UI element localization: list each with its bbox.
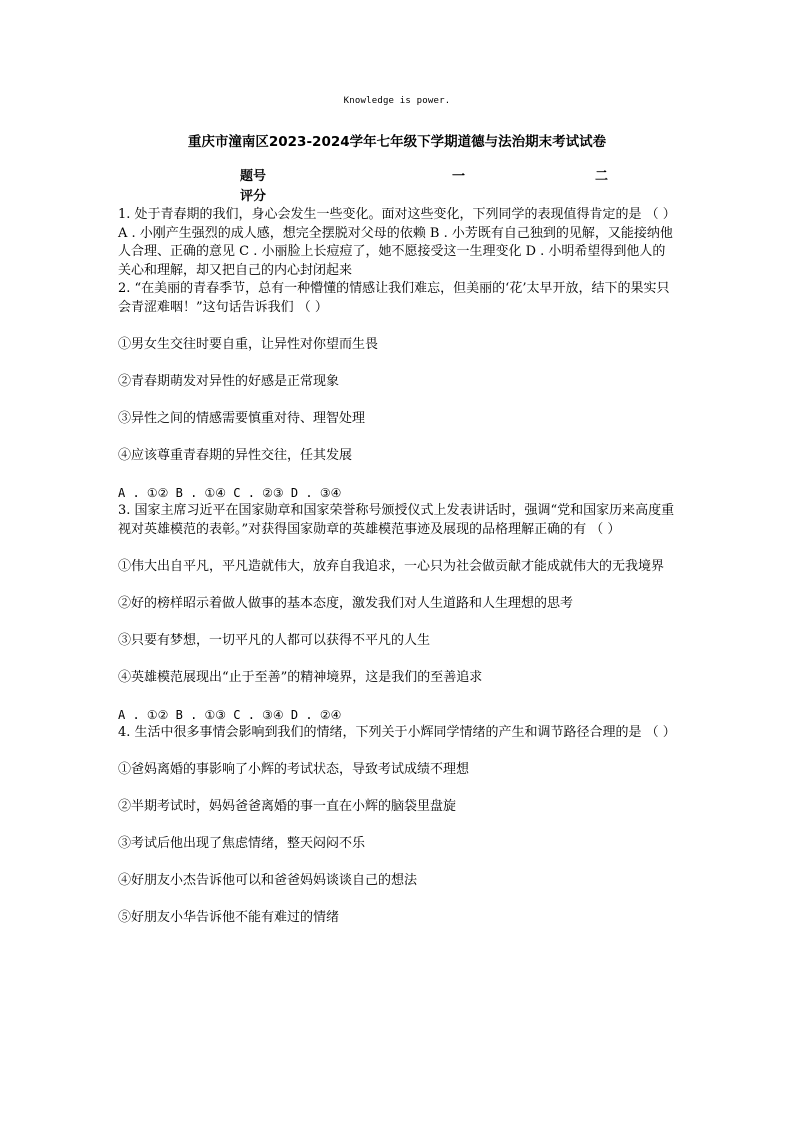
question-3-stem: 3. 国家主席习近平在国家勋章和国家荣誉称号颁授仪式上发表讲话时，强调“党和国家历来高度重视对英雄模范的表彰。”对获得国家勋章的英雄模范事迹及展现的品格理解正确的有 （ ） (118, 503, 675, 537)
question-2-stem: 2. “在美丽的青春季节，总有一种懵懂的情感让我们难忘，但美丽的‘花’太早开放，结下的果实只会青涩难咽！”这句话告诉我们 （ ） (118, 281, 670, 315)
question-4-stem: 4. 生活中很多事情会影响到我们的情绪，下列关于小辉同学情绪的产生和调节路径合理的是 （ ） (118, 725, 676, 740)
score-table-question-label: 题号 (240, 169, 267, 184)
score-table-col-2: 二 (595, 169, 609, 184)
question-3-option-4: ④英雄模范展现出“止于至善”的精神境界，这是我们的至善追求 (118, 669, 483, 685)
page-title: 重庆市潼南区2023-2024学年七年级下学期道德与法治期末考试试卷 (187, 134, 607, 150)
question-3-option-3: ③只要有梦想，一切平凡的人都可以获得不平凡的人生 (118, 632, 431, 648)
question-4-option-4: ④好朋友小杰告诉他可以和爸爸妈妈谈谈自己的想法 (118, 873, 418, 888)
question-1-choices: A . 小刚产生强烈的成人感，想完全摆脱对父母的依赖 B . 小芳既有自己独到的见解，又能接纳他人合理、正确的意见 C . 小丽脸上长痘痘了，她不愿接受这一生理变化 D . 小明希望得到他人的关心和理解，却又把自己的内心封闭起来 (118, 225, 673, 278)
question-2-option-3: ③异性之间的情感需要慎重对待、理智处理 (118, 410, 366, 426)
score-table-col-1: 一 (452, 169, 466, 184)
score-table-score-label: 评分 (240, 189, 267, 204)
header-note: Knowledge is power. (343, 96, 451, 106)
question-2-option-4: ④应该尊重青春期的异性交往，任其发展 (118, 447, 353, 463)
question-4-option-5: ⑤好朋友小华告诉他不能有难过的情绪 (118, 910, 340, 925)
question-2-option-2: ②青春期萌发对异性的好感是正常现象 (118, 373, 340, 389)
score-table (240, 165, 640, 205)
question-4-option-2: ②半期考试时，妈妈爸爸离婚的事一直在小辉的脑袋里盘旋 (118, 799, 457, 814)
question-3-option-2: ②好的榜样昭示着做人做事的基本态度，激发我们对人生道路和人生理想的思考 (118, 595, 574, 611)
score-table-score-row (240, 185, 640, 205)
question-4-option-3: ③考试后他出现了焦虑情绪，整天闷闷不乐 (118, 836, 366, 851)
question-1-stem: 1. 处于青春期的我们，身心会发生一些变化。面对这些变化，下列同学的表现值得肯定的是 （ ） (118, 207, 676, 222)
score-table-header-row (240, 165, 640, 185)
question-3-answers: A . ①② B . ①③ C . ③④ D . ②④ (118, 707, 342, 722)
question-3-option-1: ①伟大出自平凡，平凡造就伟大，放弃自我追求，一心只为社会做贡献才能成就伟大的无我境界 (118, 558, 665, 574)
question-2-answers: A . ①② B . ①④ C . ②③ D . ③④ (118, 485, 342, 500)
question-4-option-1: ①爸妈离婚的事影响了小辉的考试状态，导致考试成绩不理想 (118, 762, 470, 777)
question-list (118, 206, 678, 928)
question-2-option-1: ①男女生交往时要自重，让异性对你望而生畏 (118, 336, 379, 352)
